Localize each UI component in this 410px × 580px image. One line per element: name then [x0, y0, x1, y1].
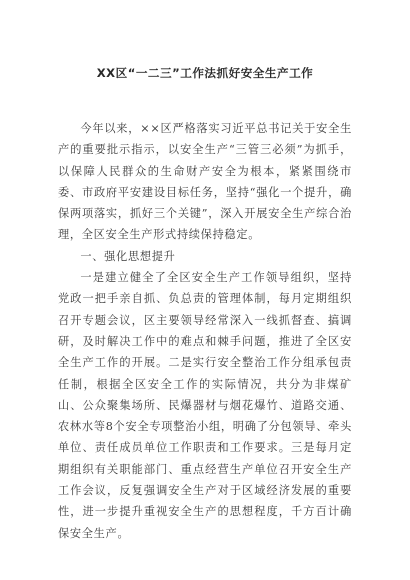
document-title: XX区“一二三”工作法抓好安全生产工作 [96, 66, 314, 80]
intro-paragraph: 今年以来，××区严格落实习近平总书记关于安全生产的重要批示指示，以安全生产“三管三必须”为抓手，以保障人民群众的生命财产安全为根本，紧紧围绕市委、市政府平安建设目标任务，坚持“强化一个提升，确保两项落实，抓好三个关键”，深入开展安全生产综合治理，全区安全生产形式持续保持稳定。 [58, 122, 352, 242]
section-heading: 一、强化思想提升 [80, 249, 176, 263]
section-body-paragraph: 一是建立健全了全区安全生产工作领导组织，坚持党政一把手亲自抓、负总责的管理体制，每月定期组织召开专题会议，区主要领导经常深入一线抓督查、搞调研，及时解决工作中的难点和棘手问题，推进了全区安全生产工作的开展。二是实行安全整治工作分组承包责任制，根据全区安全工作的实际情况，共分为非煤矿山、公众聚集场所、民爆器材与烟花爆竹、道路交通、农林水等8个安全专项整治小组，明确了分包领导、牵头单位、责任成员单位工作职责和工作要求。三是每月定期组织有关职能部门、重点经营生产单位召开安全生产工作会议，反复强调安全生产对于区域经济发展的重要性，进一步提升重视安全生产的思想程度，千方百计确保安全生产。 [58, 271, 352, 540]
